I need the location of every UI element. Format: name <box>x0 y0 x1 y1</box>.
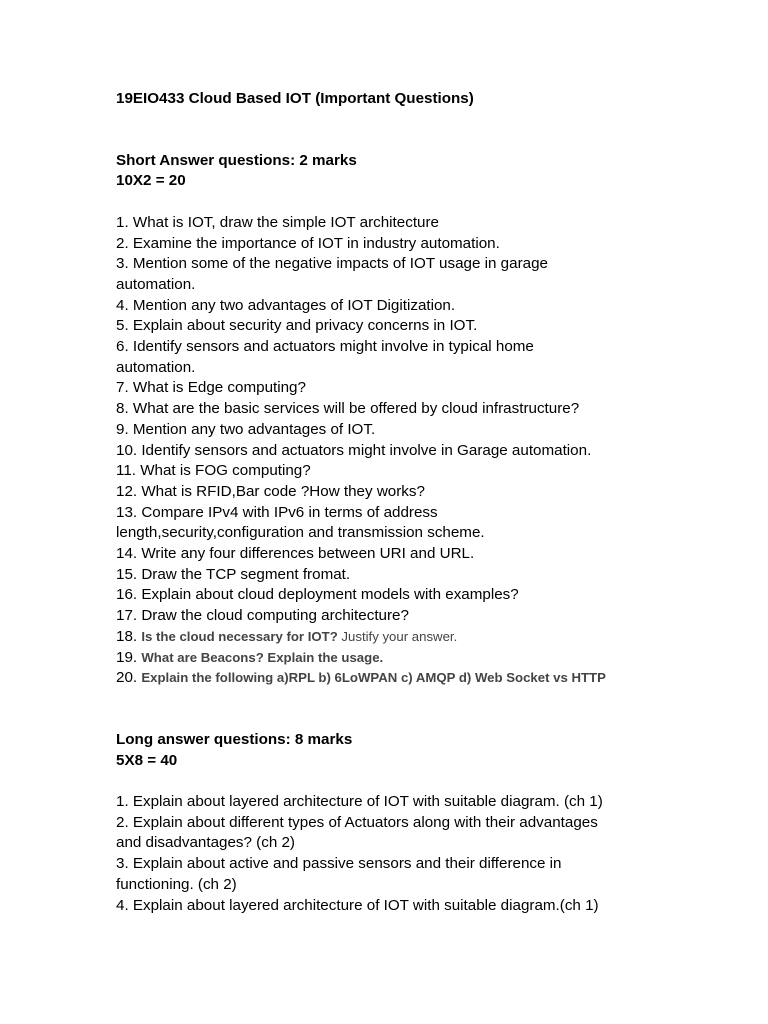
long-answer-section <box>116 730 736 916</box>
long-question-list <box>116 792 736 916</box>
question-line-20 <box>116 668 736 689</box>
question-line-18 <box>116 627 736 648</box>
question-line: 16. Explain about cloud deployment models with examples? <box>116 586 519 604</box>
question-text-plain: Justify your answer. <box>337 628 458 644</box>
question-line: 8. What are the basic services will be offered by cloud infrastructure? <box>116 400 580 418</box>
question-line: 5. Explain about security and privacy concerns in IOT. <box>116 317 478 335</box>
long-section-marks: 5X8 = 40 <box>116 751 178 769</box>
question-line: automation. <box>116 358 196 376</box>
question-line: 13. Compare IPv4 with IPv6 in terms of address <box>116 503 438 521</box>
question-text-bold: Explain the following a)RPL b) 6LoWPAN c) AMQP d) Web Socket vs HTTP <box>141 670 606 686</box>
short-answer-section <box>116 151 736 689</box>
document-page <box>116 89 736 916</box>
question-line: 6. Identify sensors and actuators might involve in typical home <box>116 338 534 356</box>
question-line: 14. Write any four differences between URI and URL. <box>116 545 475 563</box>
question-number: 20. <box>116 669 138 687</box>
short-section-marks: 10X2 = 20 <box>116 172 186 190</box>
question-line: 1. Explain about layered architecture of IOT with suitable diagram. (ch 1) <box>116 793 603 811</box>
question-line: 2. Explain about different types of Actuators along with their advantages <box>116 813 598 831</box>
document-title: 19EIO433 Cloud Based IOT (Important Questions) <box>116 90 474 107</box>
short-section-heading: Short Answer questions: 2 marks <box>116 151 357 169</box>
question-line: 9. Mention any two advantages of IOT. <box>116 420 376 438</box>
question-line: 1. What is IOT, draw the simple IOT architecture <box>116 213 439 231</box>
question-line: functioning. (ch 2) <box>116 875 237 893</box>
question-text <box>141 629 457 644</box>
question-text-bold: Is the cloud necessary for IOT? <box>141 628 338 644</box>
question-line: length,security,configuration and transmission scheme. <box>116 524 485 542</box>
question-line: 10. Identify sensors and actuators might involve in Garage automation. <box>116 441 592 459</box>
question-line: 2. Examine the importance of IOT in industry automation. <box>116 234 500 252</box>
question-line: 3. Explain about active and passive sensors and their difference in <box>116 855 562 873</box>
question-line-19 <box>116 648 736 669</box>
question-line: 12. What is RFID,Bar code ?How they works? <box>116 482 425 500</box>
question-line: 4. Explain about layered architecture of IOT with suitable diagram.(ch 1) <box>116 896 599 914</box>
question-number: 18. <box>116 627 138 645</box>
question-line: 11. What is FOG computing? <box>116 462 311 480</box>
question-text-bold: What are Beacons? Explain the usage. <box>141 649 384 665</box>
question-line: 15. Draw the TCP segment fromat. <box>116 565 351 583</box>
question-line: 17. Draw the cloud computing architecture? <box>116 607 409 625</box>
question-line: 3. Mention some of the negative impacts of IOT usage in garage <box>116 255 548 273</box>
question-line: and disadvantages? (ch 2) <box>116 834 295 852</box>
question-line: 7. What is Edge computing? <box>116 379 306 397</box>
question-line: automation. <box>116 275 196 293</box>
long-section-heading: Long answer questions: 8 marks <box>116 730 353 748</box>
question-line: 4. Mention any two advantages of IOT Digitization. <box>116 296 456 314</box>
question-number: 19. <box>116 648 138 666</box>
short-question-list <box>116 213 736 689</box>
